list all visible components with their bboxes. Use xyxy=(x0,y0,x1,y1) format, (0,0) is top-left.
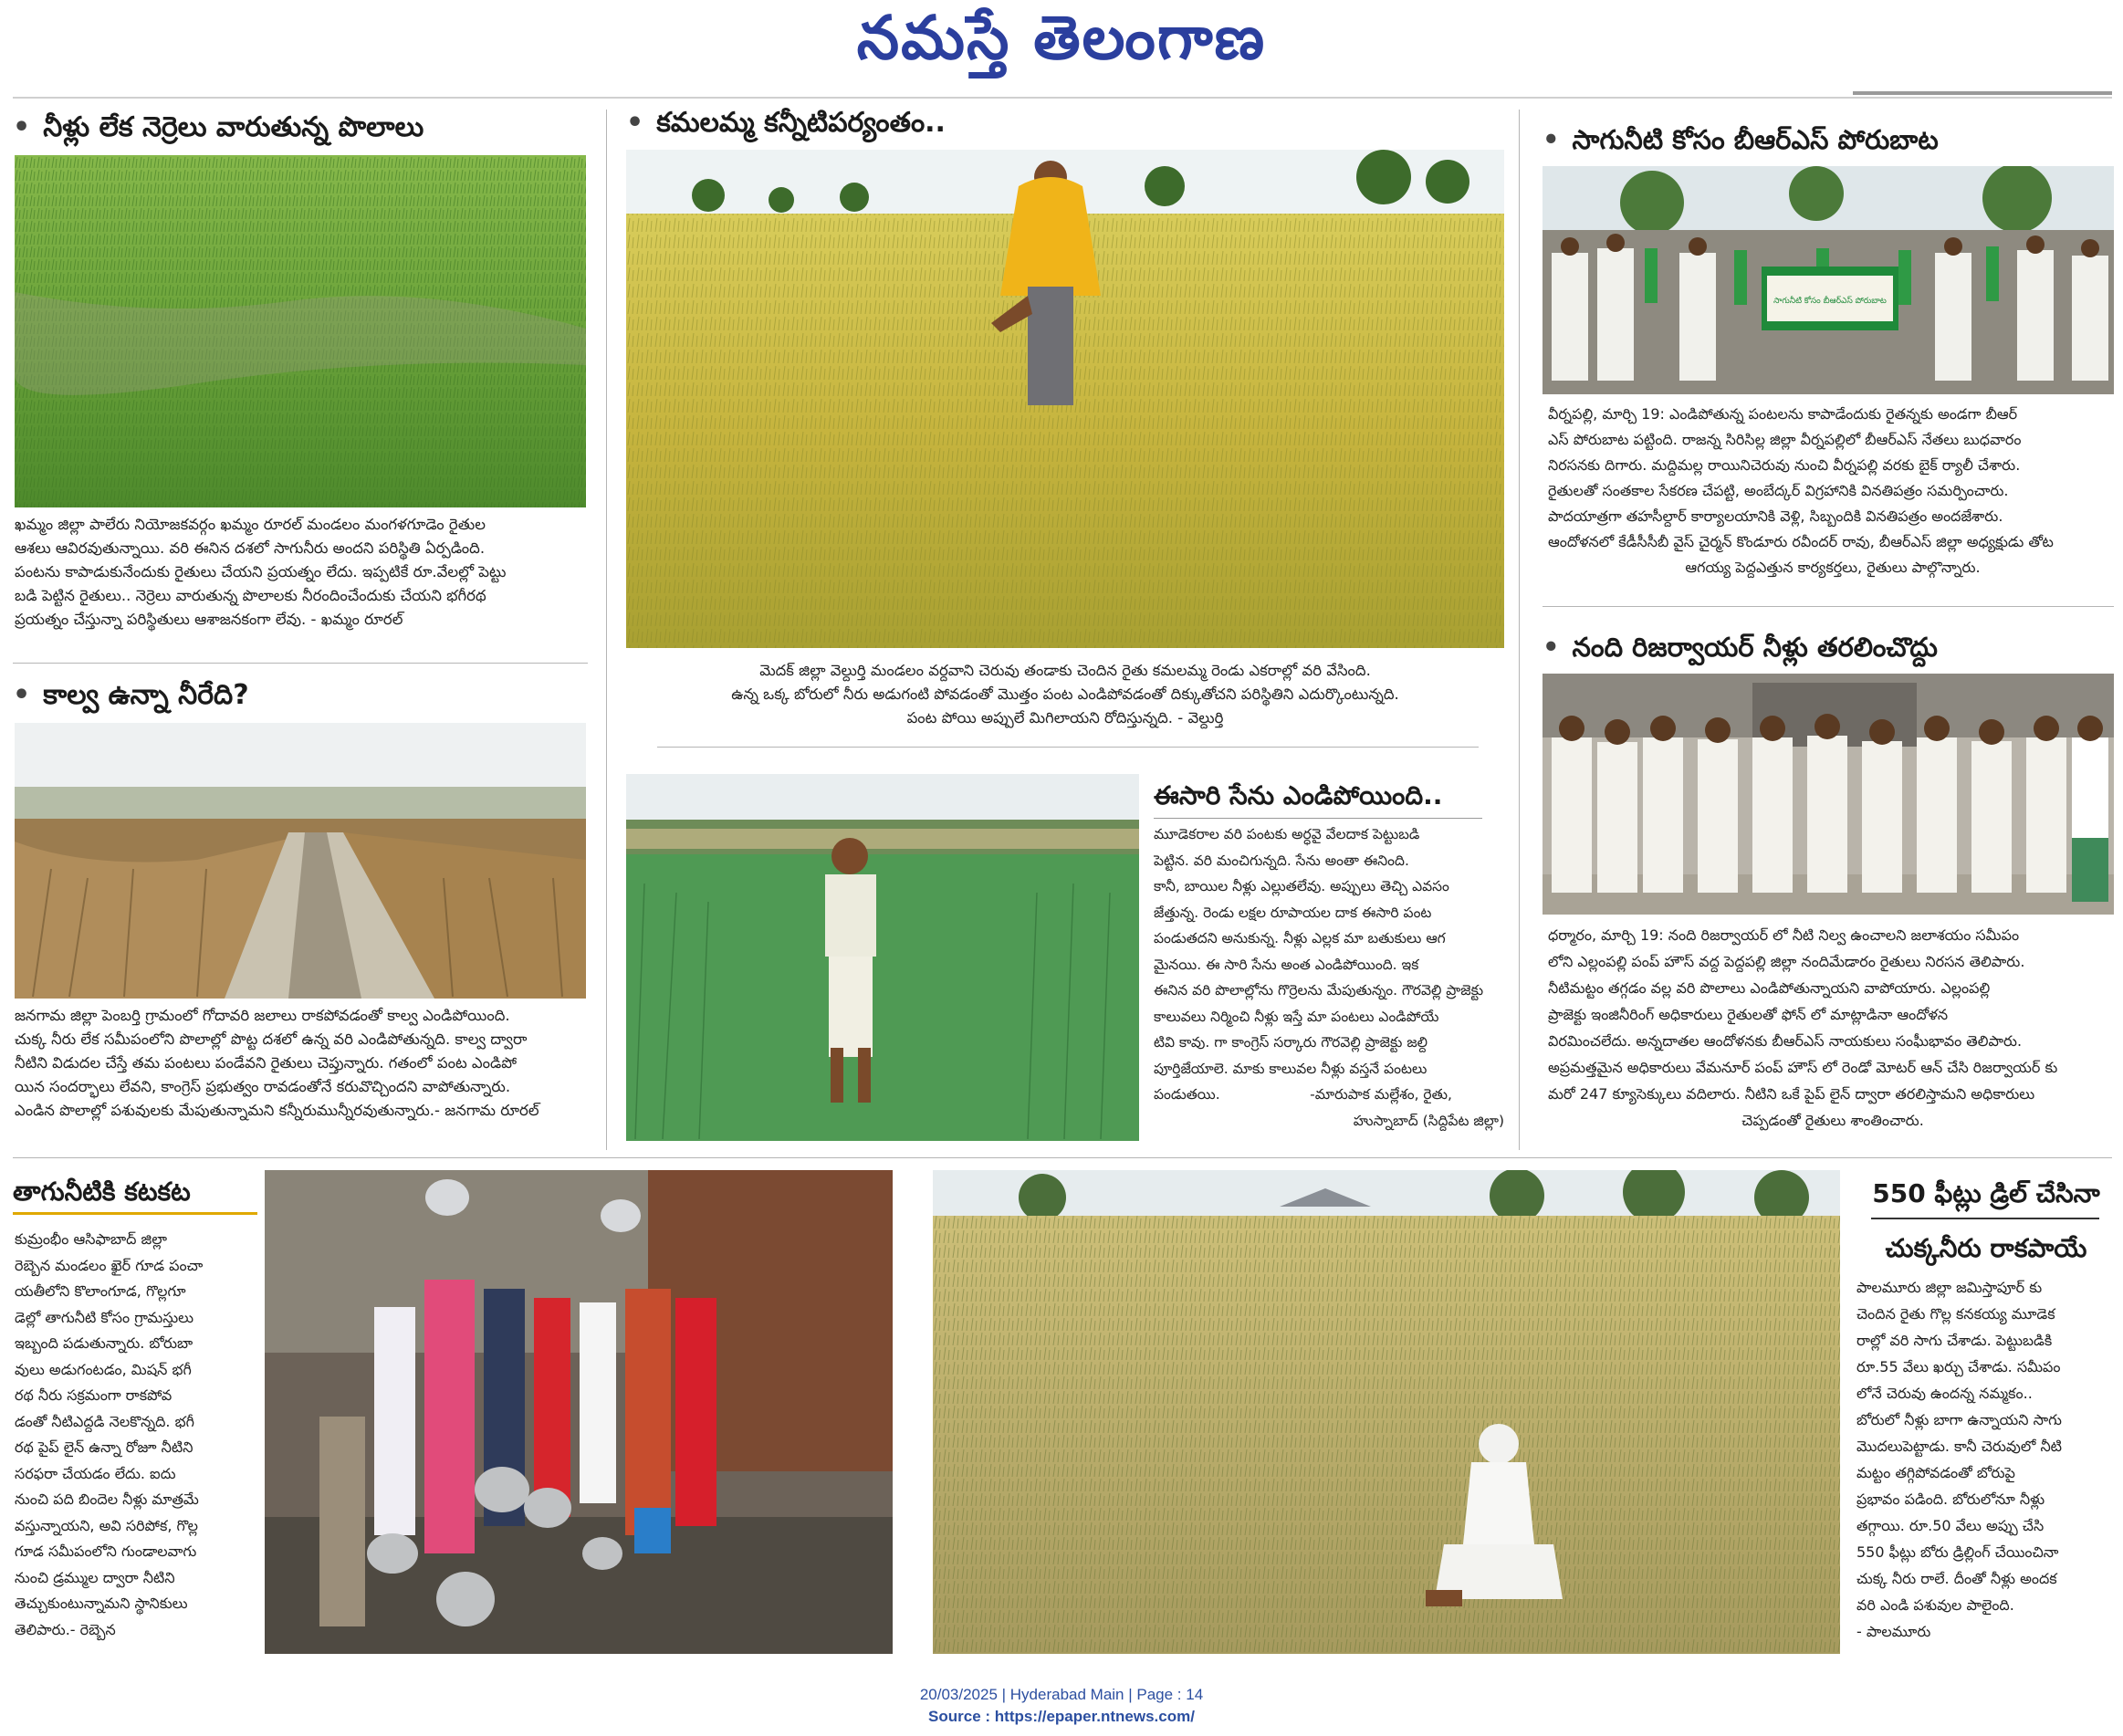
story7-line: ఇబ్బంది పడుతున్నారు. బోరుబా xyxy=(15,1334,193,1352)
story1-caption xyxy=(15,513,586,659)
story8-line: చుక్క నీరు రాలే. దీంతో నీళ్లు అందక xyxy=(1856,1570,2057,1587)
story7-line: డంతో నీటిఎద్దడి నెలకొన్నది. భగీ xyxy=(15,1412,194,1430)
story8-headline-line1 xyxy=(1855,1172,2118,1216)
story8-headline-line2 xyxy=(1855,1227,2118,1271)
bullet-icon: • xyxy=(13,679,31,711)
story4-line: పండుతయి. -మారుపాక మల్లేశం, రైతు, xyxy=(1154,1086,1452,1103)
story7-line: రథ పైప్ లైన్ ఉన్నా రోజూ నీటిని xyxy=(15,1438,193,1456)
story5-photo-brs-rally xyxy=(1543,166,2114,394)
story4-line: జేత్తున్న. రెండు లక్షల రూపాయల దాక ఈసారి పంట xyxy=(1154,904,1432,921)
story4-photo-farmer-green-field xyxy=(626,774,1139,1141)
story6-line: నీటిమట్టం తగ్గడం వల్ల వరి పొలాలు ఎండిపోతున్నాయని వాపోయారు. ఎల్లంపల్లి xyxy=(1548,979,1991,997)
story8-line: వరి ఎండి పశువుల పాలైంది. xyxy=(1856,1596,2014,1614)
story3-caption xyxy=(626,659,1504,741)
masthead-accent-bar xyxy=(1853,91,2112,95)
story8-line: లోనే చెరువు ఉందన్న నమ్మకం.. xyxy=(1856,1385,2033,1402)
story5-line: వీర్నపల్లి, మార్చి 19: ఎండిపోతున్న పంటలను కాపాడేందుకు రైతన్నకు అండగా బీఆర్ xyxy=(1548,405,2018,423)
story4-line: మూడెకరాల వరి పంటకు అర్ధవై వేలదాక పెట్టుబడి xyxy=(1154,826,1420,842)
story8-line: ప్రభావం పడింది. బోరులోనూ నీళ్లు xyxy=(1856,1490,2045,1508)
story4-line: టివి కావు. గా కాంగ్రెస్ సర్కారు గౌరవెల్లి ప్రాజెక్టు జల్ది xyxy=(1154,1034,1428,1051)
story7-line: రథ నీరు సక్రమంగా రాకపోవ xyxy=(15,1386,173,1404)
story1-line: ఆశలు ఆవిరవుతున్నాయి. వరి ఈనిన దశలో సాగునీరు అందని పరిస్థితి ఏర్పడింది. xyxy=(15,539,486,557)
column-rule xyxy=(1519,110,1520,1150)
story4-line: పెట్టిన. వరి మంచిగున్నది. సేను అంతా ఈనింది. xyxy=(1154,852,1409,869)
story2-headline-text: కాల్వ ఉన్నా నీరేది? xyxy=(43,679,249,711)
bullet-icon: • xyxy=(1543,632,1560,663)
story8-line: 550 ఫీట్లు బోరు డ్రిల్లింగ్ చేయించినా xyxy=(1856,1543,2059,1561)
story6-caption xyxy=(1548,922,2118,1150)
divider xyxy=(1154,818,1482,819)
story2-line: యిన సందర్భాలు లేవని, కాంగ్రెస్ ప్రభుత్వం రావడంతోనే కరువొచ్చిందని వాపోతున్నారు. xyxy=(15,1078,511,1095)
column-rule xyxy=(606,110,607,1150)
footer-date-edition-page: 20/03/2025 | Hyderabad Main | Page : 14 xyxy=(919,1686,1204,1703)
story3-line: పంట పోయి అప్పులే మిగిలాయని రోదిస్తున్నది. - వెల్దుర్తి xyxy=(906,709,1224,727)
story7-headline xyxy=(13,1172,257,1215)
story7-line: వస్తున్నాయని, అవి సరిపోక, గొల్ల xyxy=(15,1516,199,1534)
story4-line: ఈనిన వరి పొలాల్లోను గొర్రెలను మేపుతున్నం. గౌరవెల్లి ప్రాజెక్టు xyxy=(1154,982,1484,999)
divider xyxy=(1871,1218,2099,1219)
footer-source-link[interactable]: Source : https://epaper.ntnews.com/ xyxy=(928,1708,1195,1725)
story3-headline-text: కమలమ్మ కన్నీటిపర్యంతం.. xyxy=(656,107,946,139)
story7-line: వులు అడుగంటడం, మిషన్ భగీ xyxy=(15,1360,192,1378)
story5-headline xyxy=(1543,119,2118,161)
story7-line: కుమ్రంభీం ఆసిఫాబాద్ జిల్లా xyxy=(15,1230,167,1248)
story2-line: నీటిని విడుదల చేస్తే తమ పంటలు పండేవని రైతులు చెప్తున్నారు. గతంలో పంట ఎండిపో xyxy=(15,1054,518,1072)
story7-line: గూడ సమీపంలోని గుండాలవాగు xyxy=(15,1543,197,1560)
rally-banner-text: సాగునీటి కోసం బీఆర్ఎస్ పోరుబాట xyxy=(1773,297,1887,306)
story5-line: పాదయాత్రగా తహసీల్దార్ కార్యాలయానికి వెళ్లి, సిబ్బందికి వినతిపత్రం అందజేశారు. xyxy=(1548,507,2003,525)
story8-line: - పాలమూరు xyxy=(1856,1623,1931,1640)
story8-caption xyxy=(1856,1274,2118,1658)
story8-line: బోరులో నీళ్లు బాగా ఉన్నాయని సాగు xyxy=(1856,1411,2062,1428)
bullet-icon: • xyxy=(626,107,644,139)
story7-line: రెబ్బెన మండలం ఖైర్ గూడ పంచా xyxy=(15,1256,204,1274)
story5-line: ఎస్ పోరుబాట పట్టింది. రాజన్న సిరిసిల్ల జిల్లా వీర్నపల్లిలో బీఆర్ఎస్ నేతలు బుధవారం xyxy=(1548,431,2022,448)
masthead-divider xyxy=(13,97,2112,99)
bullet-icon: • xyxy=(1543,124,1560,155)
story8-headline-text-1: 550 ఫీట్లు డ్రిల్ చేసినా xyxy=(1872,1178,2100,1208)
story6-line: విరమించలేదు. అన్నదాతల ఆందోళనకు బీఆర్ఎస్ నాయకులు సంఘీభావం తెలిపారు. xyxy=(1548,1032,2023,1050)
story4-caption xyxy=(1154,821,1504,1150)
story1-photo-paddy-field xyxy=(15,155,586,507)
story6-line: మరో 247 క్యూసెక్కులు వదిలారు. నీటిని ఒకే పైప్ లైన్ ద్వారా తరలిస్తామని అధికారులు xyxy=(1548,1085,2035,1103)
divider xyxy=(1543,606,2114,607)
divider xyxy=(13,663,588,664)
story5-line: ఆగయ్య పెద్దఎత్తున కార్యకర్తలు, రైతులు పాల్గొన్నారు. xyxy=(1685,559,1981,576)
story4-line: కానీ, బాయిల నీళ్లు ఎల్లుతలేవు. అప్పులు తెచ్చి ఎవసం xyxy=(1154,878,1449,894)
story4-line: హుస్నాబాద్ (సిద్దిపేట జిల్లా) xyxy=(1353,1112,1504,1129)
story2-photo-dry-canal xyxy=(15,723,586,999)
story3-headline xyxy=(626,102,1210,144)
story1-headline xyxy=(13,108,597,148)
story4-line: పండుతదని అనుకున్న. నీళ్లు ఎల్లక మా బతుకులు ఆగ xyxy=(1154,930,1446,946)
story6-headline-text: నంది రిజర్వాయర్ నీళ్లు తరలించొద్దు xyxy=(1572,632,1938,663)
divider xyxy=(13,1157,2112,1158)
story5-caption xyxy=(1548,402,2118,593)
story7-line: నుంచి డ్రమ్ముల ద్వారా నీటిని xyxy=(15,1568,175,1586)
story8-line: మట్టం తగ్గిపోవడంతో బోరుపై xyxy=(1856,1464,2015,1481)
story4-headline xyxy=(1154,776,1501,816)
story6-line: ధర్మారం, మార్చి 19: నంది రిజర్వాయర్ లో నీటి నిల్వ ఉంచాలని జలాశయం సమీపం xyxy=(1548,926,2020,944)
bullet-icon: • xyxy=(13,111,31,143)
story5-line: ఆందోళనలో కేడీసీసీబీ వైస్ చైర్మన్ కొండూరు రవీందర్ రావు, బీఆర్ఎస్ జిల్లా అధ్యక్షుడు తోట xyxy=(1548,533,2054,550)
story7-caption xyxy=(15,1227,261,1665)
story3-line: మెదక్ జిల్లా వెల్దుర్తి మండలం వర్దవాని చెరువు తండాకు చెందిన రైతు కమలమ్మ రెండు ఎకరాల్లో వరి వేసింది. xyxy=(759,662,1371,679)
story3-photo-farmer-in-field xyxy=(626,150,1504,648)
story8-photo-farmer-dry-field xyxy=(933,1170,1840,1654)
story7-photo-women-with-pots xyxy=(265,1170,893,1654)
story3-line: ఉన్న ఒక్క బోరులో నీరు అడుగంటి పోవడంతో మొత్తం పంట ఎండిపోవడంతో దిక్కుతోచని పరిస్థితిని ఎదుర్కొంటున్నది. xyxy=(731,685,1399,703)
story1-headline-text: నీళ్లు లేక నెర్రెలు వారుతున్న పొలాలు xyxy=(43,111,424,143)
story7-line: సరఫరా చేయడం లేదు. ఐదు xyxy=(15,1464,176,1482)
story5-headline-text: సాగునీటి కోసం బీఆర్ఎస్ పోరుబాట xyxy=(1572,124,1939,155)
story1-line: ప్రయత్నం చేస్తున్నా పరిస్థితులు ఆశాజనకంగా లేవు. - ఖమ్మం రూరల్ xyxy=(15,611,403,628)
story5-line: రైతులతో సంతకాల సేకరణ చేపట్టి, అంబేద్కర్ విగ్రహానికి వినతిపత్రం సమర్పించారు. xyxy=(1548,482,2009,499)
story7-line: తెలిపారు.- రెబ్బెన xyxy=(15,1620,116,1638)
story6-photo-farmers-group xyxy=(1543,674,2114,915)
story4-line: మైనయి. ఈ సారి సేను అంత ఎండిపోయింది. ఇక xyxy=(1154,956,1419,973)
story7-line: డెల్లో తాగునీటి కోసం గ్రామస్తులు xyxy=(15,1308,194,1326)
story7-headline-text: తాగునీటికి కటకట xyxy=(13,1177,191,1207)
story8-line: పాలమూరు జిల్లా జమిస్తాపూర్ కు xyxy=(1856,1279,2043,1296)
story1-line: బడి పెట్టిన రైతులు.. నెర్రెలు వారుతున్న పొలాలకు నీరందించేందుకు చేయని భగీరథ xyxy=(15,587,486,604)
story4-line: పూర్తిజేయాలె. మాకు కాలువల నీళ్లు వస్తనే పంటలు xyxy=(1154,1060,1428,1077)
story7-line: యతీలోని కొలాంగూడ, గొల్లగూ xyxy=(15,1282,186,1300)
story6-headline xyxy=(1543,626,2118,668)
story2-line: ఎండిన పొలాల్లో పశువులకు మేపుతున్నామని కన్నీరుమున్నీరవుతున్నారు.- జనగామ రూరల్ xyxy=(15,1102,539,1119)
story4-headline-text: ఈసారి సేను ఎండిపోయింది.. xyxy=(1154,780,1443,810)
story8-line: తగ్గాయి. రూ.50 వేలు అప్పు చేసి xyxy=(1856,1517,2045,1534)
story6-line: చెప్పడంతో రైతులు శాంతించారు. xyxy=(1741,1112,1924,1129)
story7-line: తెచ్చుకుంటున్నామని స్థానికులు xyxy=(15,1595,188,1612)
masthead-title: నమస్తే తెలంగాణ xyxy=(856,3,1267,73)
story2-headline xyxy=(13,675,597,716)
story8-headline-text-2: చుక్కనీరు రాకపాయే xyxy=(1885,1233,2087,1263)
story1-line: ఖమ్మం జిల్లా పాలేరు నియోజకవర్గం ఖమ్మం రూరల్ మండలం మంగళగూడెం రైతుల xyxy=(15,516,486,533)
story6-line: లోని ఎల్లంపల్లి పంప్ హౌస్ వద్ద పెద్దపల్లి జిల్లా నందిమేడారం రైతులు నిరసన తెలిపారు. xyxy=(1548,953,2025,970)
story6-line: ప్రాజెక్టు ఇంజినీరింగ్ అధికారులు రైతులతో ఫోన్ లో మాట్లాడినా ఆందోళన xyxy=(1548,1006,1949,1023)
divider xyxy=(657,747,1479,748)
story5-line: నిరసనకు దిగారు. మద్దిమల్ల రాయినిచెరువు నుంచి వీర్నపల్లి వరకు బైక్ ర్యాలీ చేశారు. xyxy=(1548,456,2021,474)
story2-line: చుక్క నీరు లేక సమీపంలోని పొలాల్లో పొట్ట దశలో ఉన్న వరి ఎండిపోతున్నది. కాల్వ ద్వారా xyxy=(15,1030,528,1048)
story8-line: మొదలుపెట్టాడు. కానీ చెరువులో నీటి xyxy=(1856,1438,2063,1455)
story2-line: జనగామ జిల్లా పెంబర్తి గ్రామంలో గోదావరి జలాలు రాకపోవడంతో కాల్వ ఎండిపోయింది. xyxy=(15,1007,510,1024)
story1-line: పంటను కాపాడుకునేందుకు రైతులు చేయని ప్రయత్నం లేదు. ఇప్పటికే రూ.వేలల్లో పెట్టు xyxy=(15,563,507,580)
story8-line: రూ.55 వేలు ఖర్చు చేశాడు. సమీపం xyxy=(1856,1358,2061,1375)
story7-line: నుంచి పది బిందెల నీళ్లు మాత్రమే xyxy=(15,1490,199,1508)
story8-line: చెందిన రైతు గొల్ల కనకయ్య మూడెక xyxy=(1856,1305,2055,1323)
story2-caption xyxy=(15,1004,590,1150)
story8-line: రాల్లో వరి సాగు చేశాడు. పెట్టుబడికి xyxy=(1856,1332,2053,1349)
story6-line: అప్రమత్తమైన అధికారులు వేమనూర్ పంప్ హౌస్ లో రెండో మోటర్ ఆన్ చేసి రిజర్వాయర్ కు xyxy=(1548,1059,2058,1076)
story4-line: కాలువలు నిర్మించి నీళ్లు ఇస్తే మా పంటలు ఎండిపోయే xyxy=(1154,1008,1439,1025)
